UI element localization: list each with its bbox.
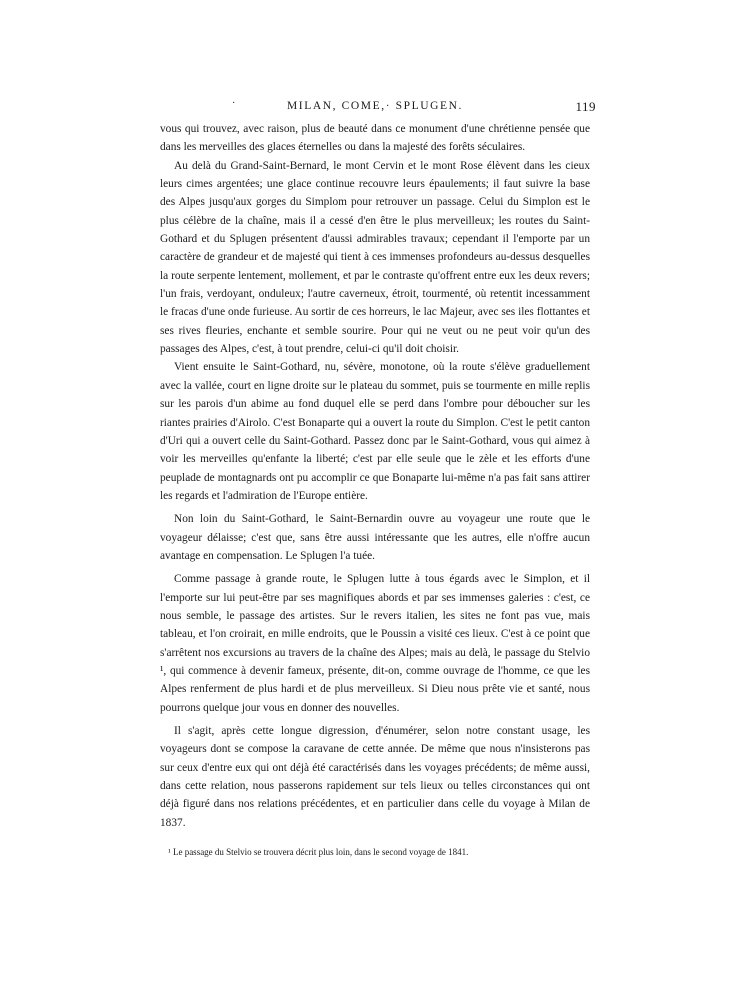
footnote: ¹ Le passage du Stelvio se trouvera décrit plus loin, dans le second voyage de 1841.: [168, 847, 469, 858]
paragraph-caravane: Il s'agit, après cette longue digression, d'énumérer, selon notre constant usage, les voyageurs dont se compose la caravane de cette année. De même que nous n'insisterons pas sur ceux d'entre eux qui ont déjà été caractérisés dans les voyages précédents; de même aussi, dans cette relation, nous passerons rapidement sur tels lieux ou telles circonstances qui ont déjà figuré dans nos relations précédentes, et en particulier dans celle du voyage à Milan de 1837.: [160, 725, 590, 829]
paragraph-saint-gothard: Vient ensuite le Saint-Gothard, nu, sévère, monotone, où la route s'élève graduellement avec la vallée, court en ligne droite sur le plateau du sommet, puis se tourmente en mille replis sur les parois d'un abime au fond duquel elle se perd dans l'ombre pour déboucher sur les riantes prairies d'Airolo. C'est Bonaparte qui a ouvert la route du Simplon. C'est le petit canton d'Uri qui a ouvert celle du Saint-Gothard. Passez donc par le Saint-Gothard, vous qui aimez à voir les merveilles qu'enfante la liberté; c'est par elle seule que le zèle et les efforts d'une peuplade de montagnards ont pu accomplir ce que Bonaparte lui-même n'a pas fait sans attirer les regards et l'admiration de l'Europe entière.: [160, 361, 590, 502]
paragraph-saint-bernardin: Non loin du Saint-Gothard, le Saint-Bernardin ouvre au voyageur une route que le voyageur délaisse; c'est que, sans être aussi intéressante que les autres, elle n'offre aucun avantage en compensation. Le Splugen l'a tuée.: [160, 513, 590, 562]
page-number: 119: [575, 99, 596, 114]
paragraph-grand-saint-bernard: Au delà du Grand-Saint-Bernard, le mont Cervin et le mont Rose élèvent dans les cieux leurs cimes argentées; une glace continue recouvre leurs épaulements; il faut suivre la base des Alpes jusqu'aux gorges du Simplom pour retrouver un passage. Celui du Simplon est le plus célèbre de la chaîne, mais il a cessé d'en être le plus merveilleux; les routes du Saint-Gothard et du Splugen présentent d'aussi admirables travaux; cependant il l'emporte par un caractère de grandeur et de majesté qui tient à ces immenses profondeurs au-dessus desquelles la route serpente lentement, mollement, et par le contraste qu'offrent entre eux les deux revers; l'un frais, verdoyant, onduleux; l'autre caverneux, étroit, tourmenté, où retentit incessamment le fracas d'une onde furieuse. Au sortir de ces horreurs, le lac Majeur, avec ses iles flottantes et ses rives fleuries, enchante et semble sourire. Pour qui ne veut ou ne peut voir qu'un des passages des Alpes, c'est, à tout prendre, celui-ci qu'il doit choisir.: [160, 159, 590, 356]
paragraph-splugen: Comme passage à grande route, le Splugen lutte à tous égards avec le Simplon, et il l'emporte sur lui peut-être par ses magnifiques abords et par ses immenses galeries : c'est, ce nous semble, le passage des artistes. Sur le revers italien, les sites ne font pas vue, mais tableau, et l'on croirait, en mille endroits, que le Poussin a visité ces lieux. C'est à ce point que s'arrêtent nos excursions au travers de la chaîne des Alpes; mais au delà, le passage du Stelvio ¹, qui commence à devenir fameux, présente, dit-on, comme ouvrage de l'homme, ce que les Alpes renferment de plus hardi et de plus merveilleux. Si Dieu nous prête vie et santé, nous pourrons quelque jour vous en donner des nouvelles.: [160, 573, 590, 714]
running-title: MILAN, COME,· SPLUGEN.: [286, 100, 464, 112]
header-dot: ·: [232, 98, 237, 109]
paragraph-continued: vous qui trouvez, avec raison, plus de beauté dans ce monument d'une chrétienne pensée que dans les merveilles des glaces éternelles ou dans la majesté des forêts séculaires.: [160, 123, 590, 154]
body-text: [160, 120, 590, 832]
book-page: [160, 96, 596, 858]
running-head: [160, 96, 596, 120]
